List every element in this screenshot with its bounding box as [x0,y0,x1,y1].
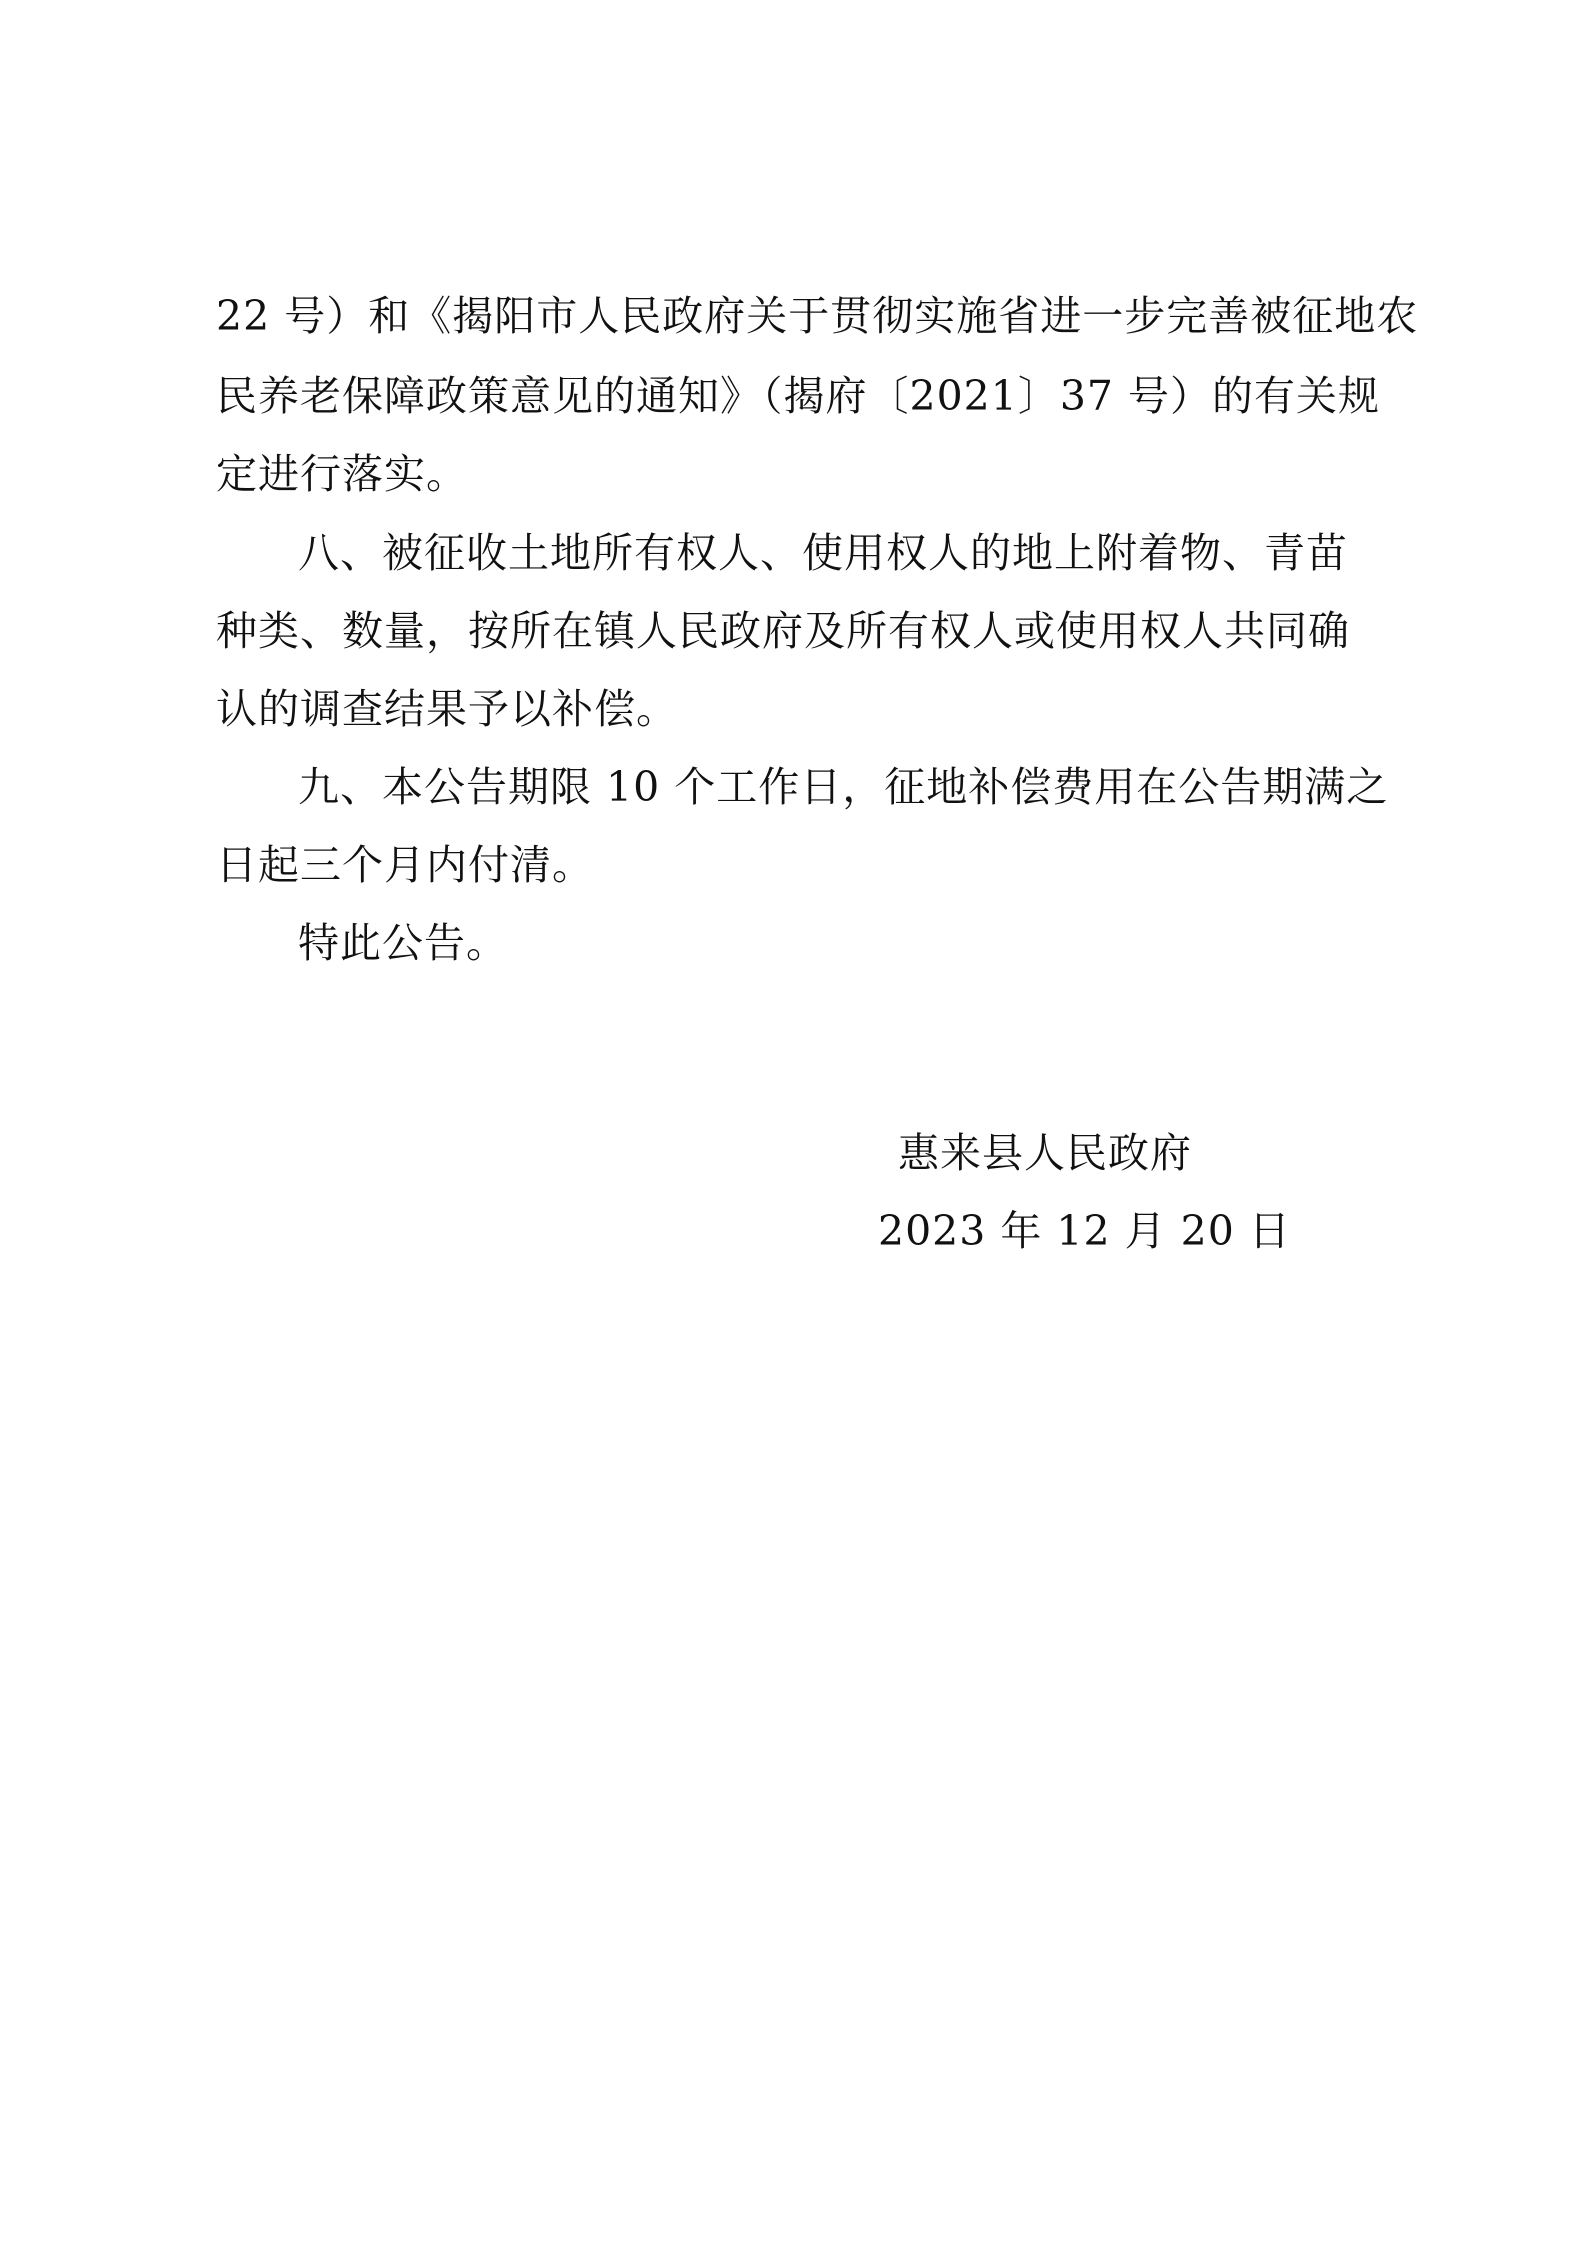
paragraph-line: 日起三个月内付清。 [216,841,594,889]
paragraph-line: 种类、数量，按所在镇人民政府及所有权人或使用权人共同确 [216,607,1350,655]
paragraph-line: 定进行落实。 [216,450,468,498]
closing-line: 特此公告。 [298,919,508,967]
paragraph-line: 22 号）和《揭阳市人民政府关于贯彻实施省进一步完善被征地农 [216,292,1419,340]
issue-date: 2023 年 12 月 20 日 [878,1207,1291,1255]
paragraph-line: 八、被征收土地所有权人、使用权人的地上附着物、青苗 [298,529,1348,577]
issuer-name: 惠来县人民政府 [898,1129,1192,1177]
paragraph-line: 认的调查结果予以补偿。 [216,685,678,733]
paragraph-line: 九、本公告期限 10 个工作日，征地补偿费用在公告期满之 [298,763,1389,811]
paragraph-line: 民养老保障政策意见的通知》（揭府〔2021〕37 号）的有关规 [216,372,1381,420]
